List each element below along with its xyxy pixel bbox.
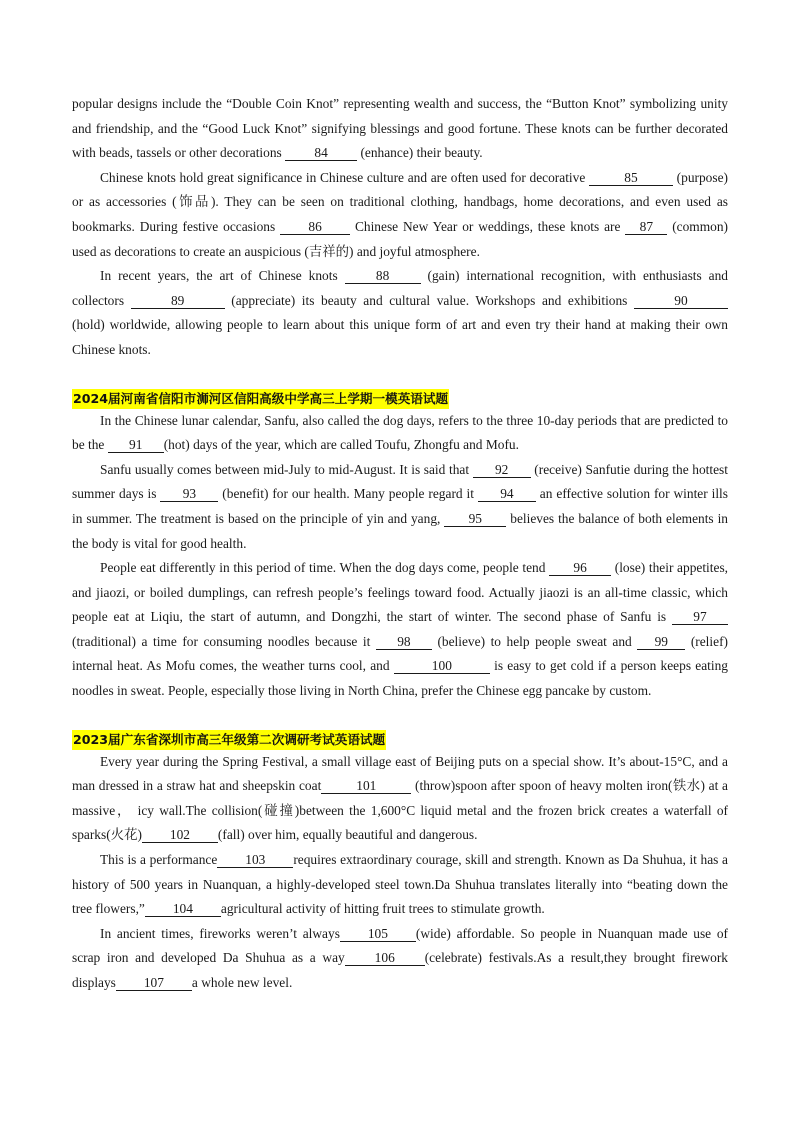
answer-blank: 91: [108, 437, 164, 453]
paragraph: [72, 264, 728, 362]
text-run: (common) used as decorations to create an auspicious (吉祥的) and joyful atmosphere.: [72, 218, 728, 259]
passage-sanfu: [72, 389, 728, 704]
paragraph: [72, 166, 728, 264]
text-run: (throw)spoon after spoon of heavy molten iron(铁水) at a massive， icy wall.The collision(碰撞)between the 1,600°C liquid metal and the frozen brick creates a waterfall of sparks(火花): [72, 778, 728, 843]
paragraph: [72, 750, 728, 848]
text-run: This is a performance: [100, 852, 218, 868]
text-run: (celebrate) festivals.As a result,they brought firework displays: [72, 950, 728, 990]
text-run: (hold) worldwide, allowing people to learn about this unique form of art and even try their hand at making their own Chinese knots.: [72, 317, 728, 357]
text-run: agricultural activity of hitting fruit trees to stimulate growth.: [220, 901, 545, 917]
text-run: (gain) international recognition, with enthusiasts and collectors: [72, 268, 728, 308]
answer-blank: 104: [145, 901, 221, 917]
answer-blank: 107: [116, 975, 192, 991]
answer-blank: 106: [345, 950, 425, 966]
text-run: (believe) to help people sweat and: [431, 633, 638, 649]
answer-blank: 84: [285, 145, 357, 161]
text-run: (receive) Sanfutie during the hottest summer days is: [72, 461, 728, 502]
answer-blank: 103: [217, 852, 293, 868]
section-heading: 2023届广东省深圳市高三年级第二次调研考试英语试题: [72, 730, 386, 750]
text-run: People eat differently in this period of time. When the dog days come, people tend: [100, 560, 550, 576]
passage-da-shuhua: [72, 730, 728, 996]
text-run: a whole new level.: [191, 975, 293, 990]
answer-blank: 99: [637, 634, 685, 650]
answer-blank: 95: [444, 511, 506, 527]
text-run: Chinese New Year or weddings, these knots are: [350, 218, 626, 234]
paragraph: [72, 92, 728, 166]
paragraph: [72, 409, 728, 458]
paragraph: [72, 848, 728, 922]
section-heading: 2024届河南省信阳市浉河区信阳高级中学高三上学期一模英语试题: [72, 389, 449, 409]
answer-blank: 98: [376, 634, 432, 650]
text-run: In ancient times, fireworks weren’t always: [100, 925, 340, 941]
text-run: Chinese knots hold great significance in Chinese culture and are often used for decorative: [100, 169, 589, 185]
text-run: (wide) affordable. So people in Nuanquan made use of scrap iron and developed Da Shuhua as a way: [72, 925, 728, 966]
answer-blank: 86: [280, 219, 350, 235]
document-page: [72, 92, 728, 996]
answer-blank: 88: [345, 268, 421, 284]
answer-blank: 97: [672, 609, 728, 625]
answer-blank: 87: [625, 219, 667, 235]
text-run: requires extraordinary courage, skill and strength. Known as Da Shuhua, it has a history of 500 years in Nuanquan, a highly-developed steel town.Da Shuhua translates literally into “beating down the tree flowers,”: [72, 852, 728, 917]
answer-blank: 89: [131, 293, 225, 309]
answer-blank: 90: [634, 293, 728, 309]
text-run: (fall) over him, equally beautiful and dangerous.: [217, 827, 478, 843]
text-run: Sanfu usually comes between mid-July to mid-August. It is said that: [100, 461, 473, 477]
text-run: (relief) internal heat. As Mofu comes, the weather turns cool, and: [72, 633, 728, 674]
text-run: (appreciate) its beauty and cultural value. Workshops and exhibitions: [224, 292, 634, 308]
text-run: is easy to get cold if a person keeps eating noodles in sweat. People, especially those living in North China, prefer the Chinese egg pancake by custom.: [72, 658, 729, 699]
paragraph: [72, 556, 728, 704]
answer-blank: 105: [340, 926, 416, 942]
text-run: popular designs include the “Double Coin Knot” representing wealth and success, the “Button Knot” symbolizing unity and friendship, and the “Good Luck Knot” signifying blessings and good fortune. These knots can be further decorated with beads, tassels or other decorations: [72, 96, 728, 161]
text-run: an effective solution for winter ills in summer. The treatment is based on the principle of yin and yang,: [72, 486, 728, 526]
text-run: believes the balance of both elements in the body is vital for good health.: [72, 510, 728, 551]
text-run: (traditional) a time for consuming noodles because it: [72, 633, 376, 649]
answer-blank: 96: [549, 560, 611, 576]
answer-blank: 94: [478, 486, 536, 502]
text-run: (hot) days of the year, which are called Toufu, Zhongfu and Mofu.: [163, 437, 519, 453]
paragraph: [72, 922, 728, 996]
text-run: (lose) their appetites, and jiaozi, or boiled dumplings, can refresh people’s feelings toward food. Actually jiaozi is an all-time classic, which people eat at Liqiu, the start of autumn, and Dongzhi, the start of winter. The second phase of Sanfu is: [72, 560, 728, 625]
passage-chinese-knots: [72, 92, 728, 363]
answer-blank: 92: [473, 462, 531, 478]
text-run: In recent years, the art of Chinese knots: [100, 268, 345, 284]
text-run: (benefit) for our health. Many people regard it: [218, 486, 478, 502]
text-run: (enhance) their beauty.: [357, 145, 483, 161]
text-run: In the Chinese lunar calendar, Sanfu, also called the dog days, refers to the three 10-day periods that are predicted to be the: [72, 412, 728, 453]
answer-blank: 85: [589, 170, 673, 186]
paragraph: [72, 458, 728, 556]
answer-blank: 93: [160, 486, 218, 502]
answer-blank: 101: [321, 778, 411, 794]
answer-blank: 100: [394, 658, 490, 674]
text-run: Every year during the Spring Festival, a small village east of Beijing puts on a special show. It’s about-15°C, and a man dressed in a straw hat and sheepskin coat: [72, 753, 728, 794]
answer-blank: 102: [142, 827, 218, 843]
text-run: (purpose) or as accessories (饰品). They can be seen on traditional clothing, handbags, home decorations, and even used as bookmarks. During festive occasions: [72, 169, 728, 234]
